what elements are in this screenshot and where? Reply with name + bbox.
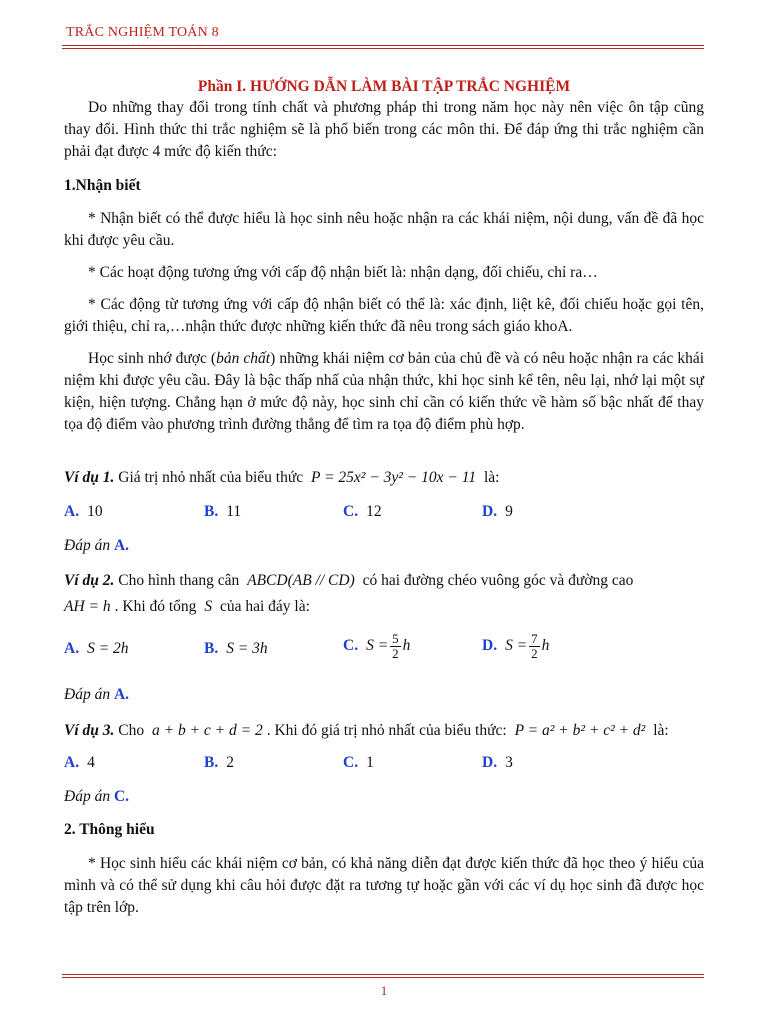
example-2-formula-3: S [204, 598, 213, 615]
option-key: B. [204, 754, 219, 771]
option-value: 2 [226, 754, 234, 771]
option-key: D. [482, 637, 498, 655]
heading-nhan-biet: 1.Nhận biết [64, 177, 141, 194]
intro-paragraph: Do những thay đổi trong tính chất và phương pháp thi trong năm học này nên việc ôn tập cũng thay đổi. Hình thức thi trắc nghiệm sẽ là phổ biến trong các môn thi. Để đáp ứng thi trắc nghiệm cần phải đạt được 4 mức độ kiến thức: [64, 99, 704, 160]
option-tail: h [541, 637, 550, 655]
fraction-numerator: 7 [531, 631, 538, 646]
option-value: S = [505, 637, 528, 655]
option-key: C. [343, 754, 359, 771]
example-3-text: Cho [118, 722, 145, 739]
example-2-question [64, 570, 714, 592]
example-2-text-2: có hai đường chéo vuông góc và đường cao [362, 572, 634, 589]
example-2-question-line2 [64, 596, 714, 618]
option-key: A. [64, 503, 80, 520]
example-1-question [64, 467, 714, 489]
option-key: A. [64, 640, 80, 657]
option-c[interactable] [343, 632, 410, 661]
option-value: 11 [226, 503, 242, 520]
p4-start: Học sinh nhớ được ( [88, 350, 217, 367]
example-2-formula-2: AH = h [64, 598, 111, 615]
answer-label: Đáp án [64, 686, 111, 703]
option-key: B. [204, 503, 219, 520]
example-1-tail: là: [483, 469, 500, 486]
example-1-label: Ví dụ 1. [64, 469, 115, 486]
example-3-formula-2: P = a² + b² + c² + d² [514, 722, 646, 739]
option-d[interactable] [482, 503, 513, 521]
example-2-text: Cho hình thang cân [118, 572, 240, 589]
option-b[interactable] [204, 640, 268, 658]
fraction-numerator: 5 [392, 631, 399, 646]
example-3-text-2: . Khi đó giá trị nhỏ nhất của biểu thức: [266, 722, 507, 739]
example-3-tail: là: [653, 722, 669, 739]
option-value: S = 3h [226, 640, 268, 657]
fraction-denominator: 2 [531, 646, 538, 661]
fraction [529, 632, 540, 661]
header-rule [62, 45, 704, 49]
page-number: 1 [380, 983, 388, 998]
option-a[interactable] [64, 640, 129, 658]
example-2-label: Ví dụ 2. [64, 572, 115, 589]
example-3-label: Ví dụ 3. [64, 722, 115, 739]
example-1-formula: P = 25x² − 3y² − 10x − 11 [311, 469, 477, 486]
nhan-biet-paragraph-1: * Nhận biết có thể được hiểu là học sinh nêu hoặc nhận ra các khái niệm, nội dung, vấn đề đã học khi được yêu cầu. [64, 210, 704, 249]
example-2-text-3: . Khi đó tổng [114, 598, 197, 615]
answer-label: Đáp án [64, 537, 111, 554]
fraction [390, 632, 401, 661]
example-2-options [64, 632, 704, 672]
example-3-options [64, 754, 704, 784]
option-value: 3 [505, 754, 513, 771]
p4-rest: ) những khái niệm cơ bản của chủ đề và có nêu hoặc nhận ra các khái niệm khi được yêu cầu. Đây là bậc thấp nhấ của nhận thức, khi học sinh kể tên, nêu lại, nhớ lại một sự kiện, hiện tượng. Chẳng hạn ở mức độ này, học sinh chỉ cần có kiến thức về hàm số bậc nhất để thay tọa độ điểm vào phương trình đường thẳng để tìm ra tọa độ điểm phù hợp. [64, 350, 705, 433]
answer-value: A. [113, 686, 130, 703]
option-a[interactable] [64, 503, 103, 521]
example-3-formula-1: a + b + c + d = 2 [151, 722, 263, 739]
option-d[interactable] [482, 754, 513, 772]
example-1-options [64, 503, 704, 533]
option-key: B. [204, 640, 219, 657]
example-1-answer [64, 537, 129, 555]
example-2-formula-1: ABCD(AB // CD) [247, 572, 355, 589]
example-2-answer [64, 686, 129, 704]
heading-thong-hieu: 2. Thông hiểu [64, 821, 155, 838]
answer-label: Đáp án [64, 788, 111, 805]
section-title: Phần I. HƯỚNG DẪN LÀM BÀI TẬP TRẮC NGHIỆM [197, 78, 571, 95]
example-3-answer [64, 788, 129, 806]
option-key: A. [64, 754, 80, 771]
nhan-biet-paragraph-3: * Các động từ tương ứng với cấp độ nhận biết có thể là: xác định, liệt kê, đối chiếu hoặc gọi tên, giới thiệu, chỉ ra,…nhận thức được những kiến thức đã nêu trong sách giáo khoA. [64, 296, 704, 335]
answer-value: C. [113, 788, 130, 805]
option-key: D. [482, 503, 498, 520]
option-key: D. [482, 754, 498, 771]
option-tail: h [402, 637, 411, 655]
option-key: C. [343, 637, 359, 655]
option-value: S = [366, 637, 389, 655]
example-2-text-4: của hai đáy là: [219, 598, 310, 615]
nhan-biet-paragraph-2: * Các hoạt động tương ứng với cấp độ nhận biết là: nhận dạng, đối chiếu, chỉ ra… [88, 264, 598, 281]
option-a[interactable] [64, 754, 95, 772]
option-c[interactable] [343, 754, 374, 772]
option-b[interactable] [204, 503, 241, 521]
fraction-denominator: 2 [392, 646, 399, 661]
option-value: 9 [505, 503, 513, 520]
option-c[interactable] [343, 503, 382, 521]
option-value: 1 [366, 754, 374, 771]
nhan-biet-paragraph-4 [64, 348, 704, 436]
thong-hieu-paragraph-1: * Học sinh hiểu các khái niệm cơ bản, có khả năng diễn đạt được kiến thức đã học theo ý hiểu của mình và có thể sử dụng khi câu hỏi được đặt ra tương tự hoặc gần với các ví dụ học sinh đã được học tập trên lớp. [64, 855, 704, 916]
footer-rule [62, 974, 704, 978]
option-value: 4 [87, 754, 95, 771]
option-d[interactable] [482, 632, 549, 661]
document-header-title: TRẮC NGHIỆM TOÁN 8 [66, 25, 219, 40]
option-value: 10 [87, 503, 103, 520]
option-b[interactable] [204, 754, 234, 772]
option-key: C. [343, 503, 359, 520]
answer-value: A. [113, 537, 130, 554]
example-3-question [64, 720, 714, 742]
example-1-text: Giá trị nhỏ nhất của biểu thức [118, 469, 304, 486]
option-value: 12 [366, 503, 382, 520]
p4-emphasis: bản chất [216, 350, 271, 367]
option-value: S = 2h [87, 640, 129, 657]
